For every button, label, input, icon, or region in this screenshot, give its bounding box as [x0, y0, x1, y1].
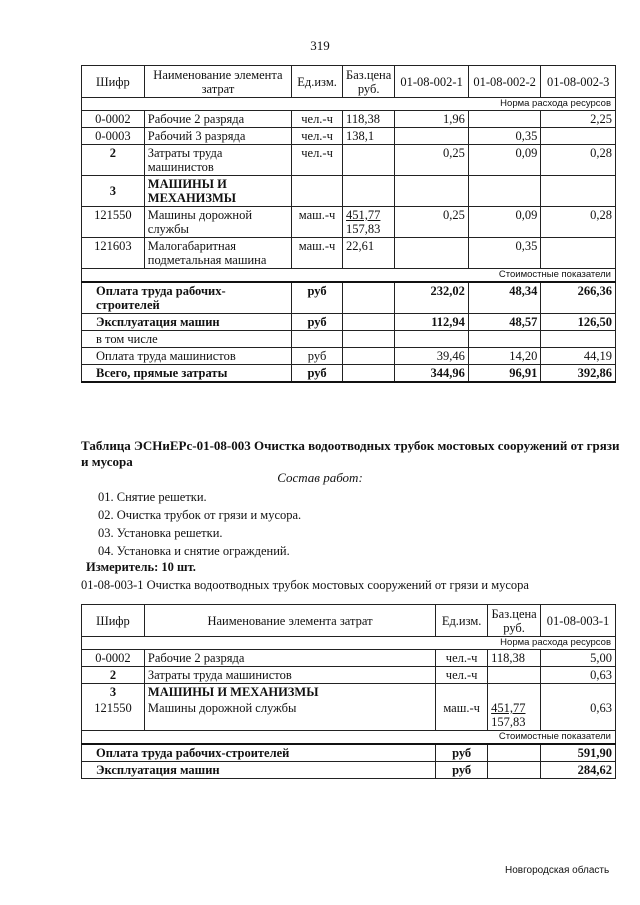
cost-row: [82, 348, 616, 365]
norm-banner: Норма расхода ресурсов: [82, 98, 616, 111]
row-code: 121550: [82, 700, 145, 731]
row-value-3: [541, 238, 616, 269]
region-footer: Новгородская область: [505, 865, 610, 876]
cost-name: Эксплуатация машин: [82, 762, 436, 779]
resource-table-01-08-002: [81, 65, 616, 383]
row-unit: маш.-ч: [436, 700, 488, 731]
row-name: Рабочий 3 разряда: [144, 128, 291, 145]
row-price: 451,77: [491, 701, 526, 715]
row-price-cell: [488, 700, 541, 731]
row-name: Машины дорожной службы: [144, 207, 291, 238]
header-unit: Ед.изм.: [292, 66, 343, 98]
row-unit: чел.-ч: [292, 145, 343, 176]
row-code: 0-0002: [82, 650, 145, 667]
cost-banner: Стоимостные показатели: [82, 269, 616, 283]
cost-value-1: 344,96: [395, 365, 469, 383]
header-col-3: 01-08-002-3: [541, 66, 616, 98]
cost-unit: руб: [436, 762, 488, 779]
norm-banner: Норма расхода ресурсов: [82, 637, 616, 650]
table-row: [82, 238, 616, 269]
header-col-1: 01-08-002-1: [395, 66, 469, 98]
cost-value-3: 392,86: [541, 365, 616, 383]
header-col-1: 01-08-003-1: [541, 605, 616, 637]
cost-name: в том числе: [82, 331, 292, 348]
row-code: 0-0003: [82, 128, 145, 145]
row-value-1: 5,00: [541, 650, 616, 667]
cost-value-1: 232,02: [395, 282, 469, 314]
table-title: Таблица ЭСНиЕРс-01-08-003 Очистка водоотводных трубок мостовых сооружений от грязи и мусора: [81, 438, 620, 469]
table-row: [82, 145, 616, 176]
cost-name: Оплата труда рабочих-строителей: [82, 282, 292, 314]
operations-list: [98, 488, 301, 560]
row-value-3: [541, 128, 616, 145]
section-name: МАШИНЫ И МЕХАНИЗМЫ: [144, 684, 435, 701]
cost-value-2: 48,57: [468, 314, 541, 331]
row-value-1: [395, 238, 469, 269]
row-unit: маш.-ч: [292, 238, 343, 269]
row-unit: чел.-ч: [436, 650, 488, 667]
row-value-1: 1,96: [395, 111, 469, 128]
cost-unit: руб: [292, 348, 343, 365]
cost-value-2: 14,20: [468, 348, 541, 365]
row-unit: чел.-ч: [436, 667, 488, 684]
norm-banner-row: [82, 637, 616, 650]
cost-value-3: 126,50: [541, 314, 616, 331]
cost-unit: руб: [292, 365, 343, 383]
list-item: 02. Очистка трубок от грязи и мусора.: [98, 508, 302, 522]
table-section-row: [82, 684, 616, 701]
subtable-title: 01-08-003-1 Очистка водоотводных трубок мостовых сооружений от грязи и мусора: [81, 578, 529, 592]
cost-value-1: 591,90: [541, 744, 616, 762]
row-code: 2: [82, 145, 145, 176]
row-value-1: [395, 128, 469, 145]
cost-row: [82, 314, 616, 331]
row-price: 138,1: [343, 128, 395, 145]
cost-row: [82, 762, 616, 779]
list-item: 01. Снятие решетки.: [98, 490, 207, 504]
row-code: 3: [82, 176, 145, 207]
cost-value-1: 284,62: [541, 762, 616, 779]
header-price: Баз.цена руб.: [343, 66, 395, 98]
page-number: 319: [310, 38, 330, 53]
cost-name: Эксплуатация машин: [82, 314, 292, 331]
cost-name: Оплата труда рабочих-строителей: [82, 744, 436, 762]
header-code: Шифр: [82, 66, 145, 98]
row-value-3: 0,28: [541, 145, 616, 176]
cost-unit: руб: [436, 744, 488, 762]
row-unit: чел.-ч: [292, 111, 343, 128]
cost-value-1: 39,46: [395, 348, 469, 365]
cost-value-2: 48,34: [468, 282, 541, 314]
cost-row: [82, 365, 616, 383]
row-name: Рабочие 2 разряда: [144, 111, 291, 128]
row-value-3: 0,28: [541, 207, 616, 238]
table-row: [82, 207, 616, 238]
row-price: [488, 667, 541, 684]
header-price: Баз.цена руб.: [488, 605, 541, 637]
table-row: [82, 650, 616, 667]
row-name: Затраты труда машинистов: [144, 667, 435, 684]
row-code: 3: [82, 684, 145, 701]
table-section-row: [82, 176, 616, 207]
cost-unit: руб: [292, 282, 343, 314]
row-price-secondary: 157,83: [346, 222, 381, 236]
table-header-row: [82, 605, 616, 637]
row-value-1: 0,63: [541, 667, 616, 684]
row-value-2: 0,09: [468, 207, 541, 238]
cost-row: [82, 282, 616, 314]
row-value-3: 2,25: [541, 111, 616, 128]
row-price: 451,77: [346, 208, 381, 222]
row-code: 121550: [82, 207, 145, 238]
cost-banner: Стоимостные показатели: [82, 731, 616, 745]
table-row: [82, 700, 616, 731]
cost-banner-row: [82, 731, 616, 745]
row-price: 22,61: [343, 238, 395, 269]
list-item: 04. Установка и снятие ограждений.: [98, 544, 290, 558]
table-row: [82, 667, 616, 684]
cost-name: Всего, прямые затраты: [82, 365, 292, 383]
cost-row: [82, 331, 616, 348]
cost-value-1: 112,94: [395, 314, 469, 331]
row-value-1: 0,25: [395, 207, 469, 238]
table-row: [82, 111, 616, 128]
row-price-secondary: 157,83: [491, 715, 526, 729]
row-code: 121603: [82, 238, 145, 269]
header-name: Наименование элемента затрат: [144, 66, 291, 98]
row-name: Затраты труда машинистов: [144, 145, 291, 176]
row-value-2: [468, 111, 541, 128]
row-unit: чел.-ч: [292, 128, 343, 145]
cost-name: Оплата труда машинистов: [82, 348, 292, 365]
header-name: Наименование элемента затрат: [144, 605, 435, 637]
table-row: [82, 128, 616, 145]
row-name: Рабочие 2 разряда: [144, 650, 435, 667]
cost-value-3: 266,36: [541, 282, 616, 314]
row-name: Машины дорожной службы: [144, 700, 435, 731]
measurement-unit: Измеритель: 10 шт.: [86, 560, 196, 574]
cost-unit: руб: [292, 314, 343, 331]
header-col-2: 01-08-002-2: [468, 66, 541, 98]
cost-value-3: 44,19: [541, 348, 616, 365]
row-unit: маш.-ч: [292, 207, 343, 238]
row-code: 2: [82, 667, 145, 684]
row-value-1: 0,25: [395, 145, 469, 176]
row-value-2: 0,35: [468, 128, 541, 145]
cost-row: [82, 744, 616, 762]
header-unit: Ед.изм.: [436, 605, 488, 637]
row-value-2: 0,35: [468, 238, 541, 269]
table-header-row: [82, 66, 616, 98]
norm-banner-row: [82, 98, 616, 111]
cost-banner-row: [82, 269, 616, 283]
row-name: Малогабаритная подметальная машина: [144, 238, 291, 269]
row-code: 0-0002: [82, 111, 145, 128]
header-code: Шифр: [82, 605, 145, 637]
cost-value-2: 96,91: [468, 365, 541, 383]
row-price: 118,38: [488, 650, 541, 667]
section-name: МАШИНЫ И МЕХАНИЗМЫ: [144, 176, 291, 207]
list-item: 03. Установка решетки.: [98, 526, 223, 540]
row-price-cell: [343, 207, 395, 238]
row-price: 118,38: [343, 111, 395, 128]
resource-table-01-08-003: [81, 604, 616, 779]
row-value-1: 0,63: [541, 700, 616, 731]
row-value-2: 0,09: [468, 145, 541, 176]
work-composition-heading: Состав работ:: [277, 470, 363, 485]
row-price: [343, 145, 395, 176]
